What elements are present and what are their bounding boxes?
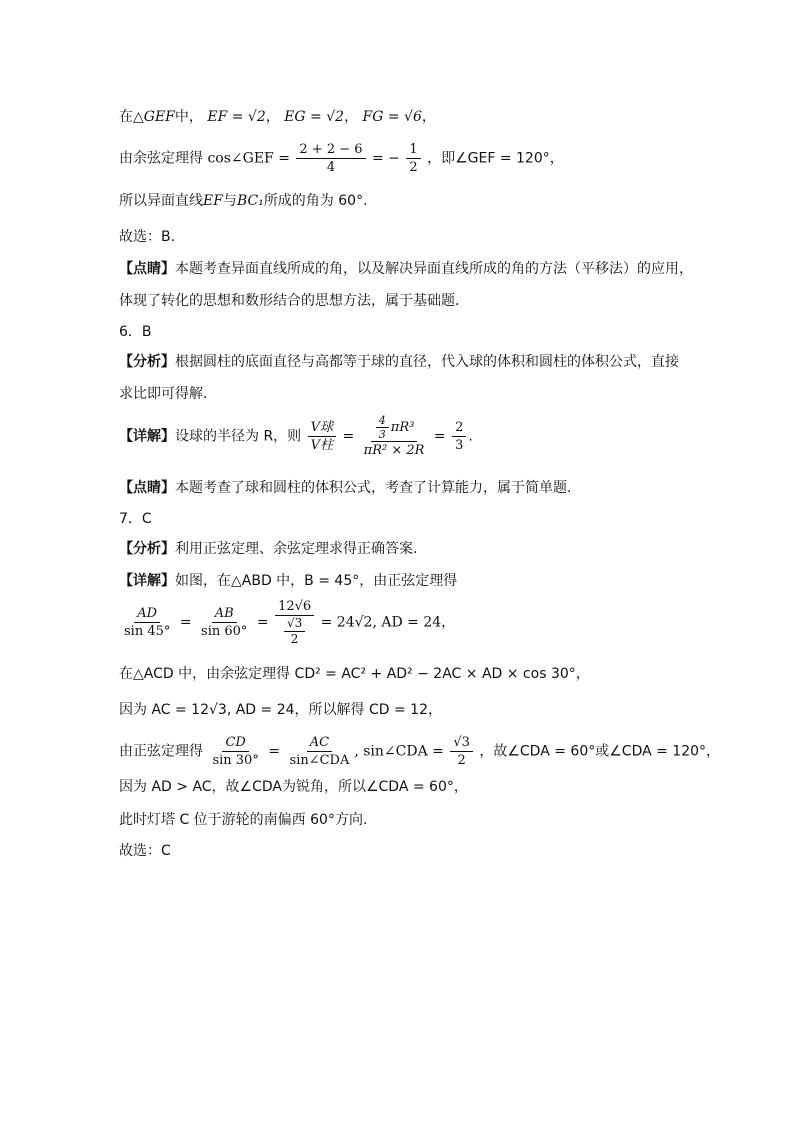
fraction: $\frac{4}{3}$ πR³ πR² × 2R (363, 414, 425, 458)
fraction: $\frac{√3}{2}$ (450, 734, 473, 769)
section-tag: 【点睛】 (119, 480, 175, 496)
math: = − (371, 150, 400, 167)
section-tag: 【分析】 (119, 354, 175, 370)
text-line-8 (119, 352, 679, 372)
text: ， (421, 109, 436, 125)
text: 所以异面直线 (119, 193, 203, 209)
text: 根据圆柱的底面直径与高都等于球的直径，代入球的体积和圆柱的体积公式，直接 (175, 354, 679, 370)
question-number: 6．B (119, 324, 152, 340)
text-line-15: $\frac{AD}{\sin 45^\circ}$ = $\frac{AB}{\sin 60^\circ}$ = $\frac{12√6}{\frac{√3}{2}}$ = 24√2, AD = 24， (119, 598, 455, 647)
text: 设球的半径为 R，则 (175, 428, 302, 445)
text-line-16: 在△ACD 中，由余弦定理得 CD² = AC² + AD² − 2AC × AD × cos 30°， (119, 666, 590, 682)
text: 如图，在△ABD 中，B = 45°，由正弦定理得 (175, 573, 458, 589)
text-line-19: 因为 AD > AC，故∠CDA为锐角，所以∠CDA = 60°， (119, 779, 468, 795)
fraction: $\frac{AC}{\text{sin∠CDA}}$ (289, 735, 350, 768)
section-tag: 【点睛】 (119, 261, 175, 277)
text-line-13 (119, 539, 417, 559)
text-line-9: 求比即可得解. (119, 386, 208, 402)
fraction: $\frac{AD}{\sin 45^\circ}$ (124, 606, 171, 639)
text-line-4: 故选：B. (119, 229, 176, 245)
math: EF = √2 (207, 109, 266, 125)
text-line-18: 由正弦定理得 $\frac{CD}{\sin 30^\circ}$ = $\frac{AC}{\text{sin∠CDA}}$ , sin∠CDA = $\frac{√3}{2}$ ，故∠CDA = 60°或∠CDA = 120°， (119, 735, 721, 768)
math: △GEF (133, 109, 175, 125)
text-line-20: 此时灯塔 C 位于游轮的南偏西 60°方向. (119, 812, 368, 828)
text: 本题考查异面直线所成的角，以及解决异面直线所成的角的方法（平移法）的应用， (175, 261, 693, 277)
section-tag: 【详解】 (119, 428, 175, 445)
fraction: $\frac{\text{V球}}{\text{V柱}}$ (308, 419, 336, 454)
question-number: 7．C (119, 511, 152, 527)
text-line-10: 【详解】设球的半径为 R，则 $\frac{\text{V球}}{\text{V柱}}$ = $\frac{4}{3}$ πR³ πR² × 2R = $\frac{2}{3}$ . (119, 414, 473, 458)
text: 与 (222, 193, 237, 209)
text-line-11 (119, 478, 571, 498)
text-line-2 (119, 141, 564, 176)
fraction: $\frac{CD}{\sin 30^\circ}$ (212, 735, 259, 768)
math: = (433, 428, 446, 445)
text: ，故∠CDA = 60°或∠CDA = 120°， (479, 743, 721, 760)
fraction: $\frac{AB}{\sin 60^\circ}$ (201, 606, 248, 639)
text-line-3 (119, 191, 368, 211)
math: FG = √6 (362, 109, 422, 125)
text-line-1 (119, 107, 436, 127)
text-line-6: 体现了转化的思想和数形结合的思想方法，属于基础题． (119, 293, 469, 309)
text: 所成的角为 60°. (263, 193, 368, 209)
text-line-14 (119, 571, 457, 591)
text: ， (344, 109, 359, 125)
text-line-17: 因为 AC = 12√3, AD = 24，所以解得 CD = 12， (119, 702, 442, 718)
text: 本题考查了球和圆柱的体积公式，考查了计算能力，属于简单题. (175, 480, 572, 496)
text: 由余弦定理得 (119, 150, 203, 167)
math: EF (203, 193, 223, 209)
text-line-5 (119, 259, 693, 279)
text: 中， (174, 109, 203, 125)
text-line-21: 故选：C (119, 843, 171, 859)
math: BC₁ (236, 193, 264, 209)
text: ，即∠GEF = 120°， (427, 150, 564, 167)
text: 利用正弦定理、余弦定理求得正确答案. (175, 541, 418, 557)
section-tag: 【详解】 (119, 573, 175, 589)
fraction: $\frac{2}{3}$ (452, 419, 466, 454)
math: = 24√2, AD = 24， (320, 614, 456, 631)
math: EG = √2 (284, 109, 345, 125)
text: ， (265, 109, 280, 125)
text: 在 (119, 109, 133, 125)
math: = (342, 428, 355, 445)
fraction: $\frac{2 + 2 - 6}{4}$ (296, 141, 365, 176)
section-tag: 【分析】 (119, 541, 175, 557)
fraction: $\frac{12√6}{\frac{√3}{2}}$ (275, 598, 314, 647)
text: 由正弦定理得 (119, 743, 203, 760)
fraction: $\frac{1}{2}$ (406, 141, 420, 176)
math: cos∠GEF = (207, 150, 290, 167)
